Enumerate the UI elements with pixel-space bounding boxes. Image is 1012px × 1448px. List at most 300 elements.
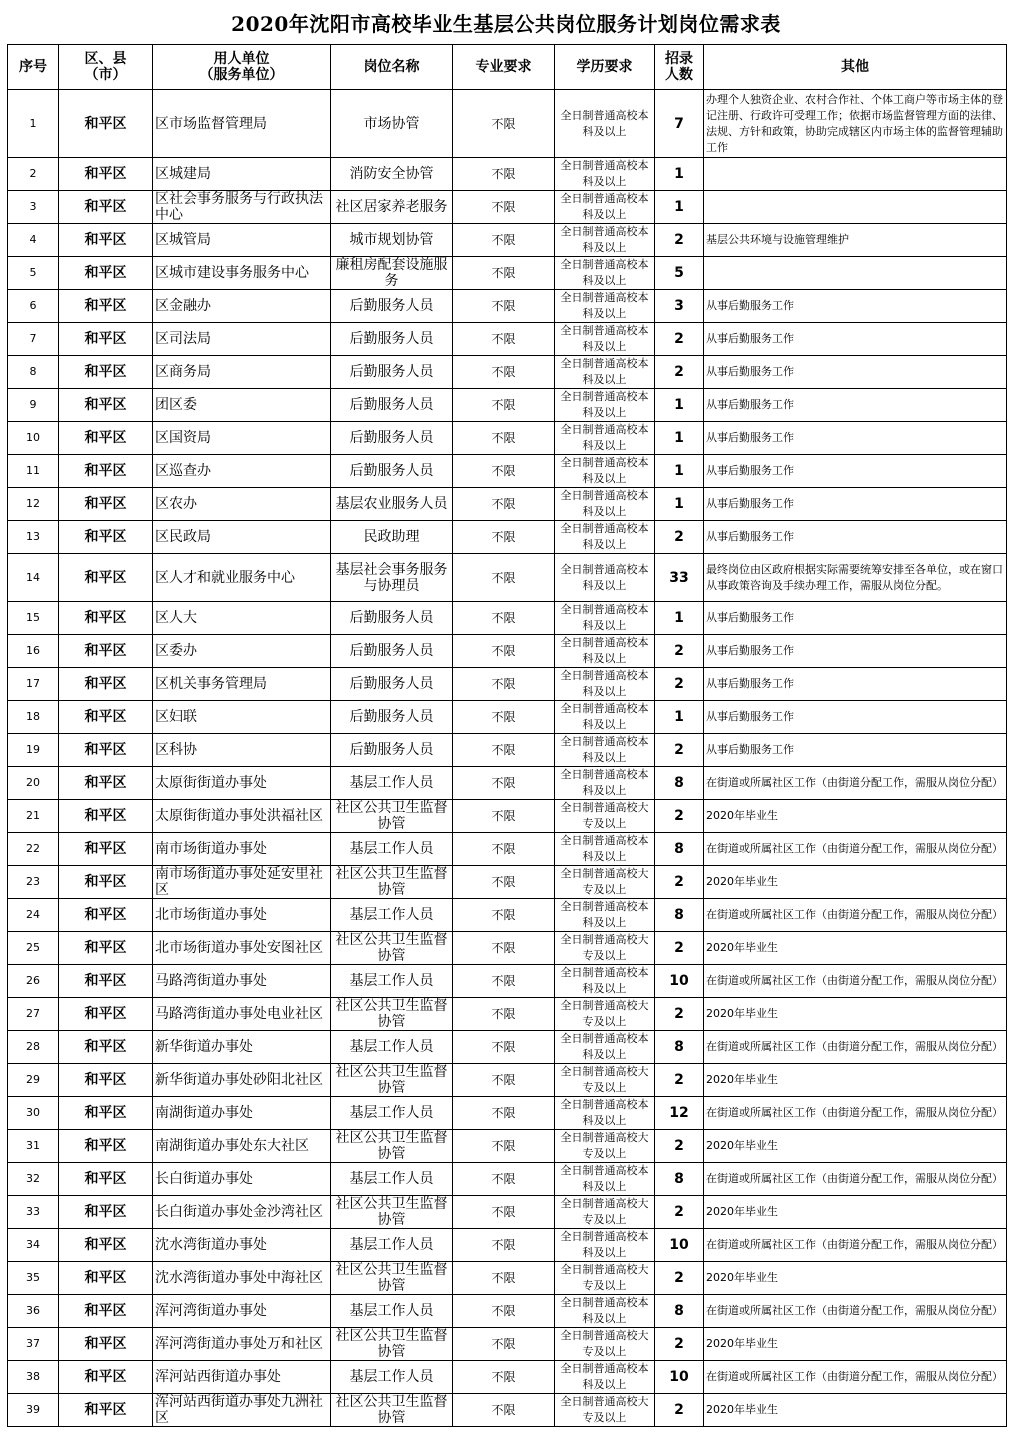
cell-district: 和平区 [59,1163,153,1196]
table-row [8,668,1007,701]
cell-major: 不限 [453,965,555,998]
cell-idx: 23 [8,866,59,899]
cell-count: 10 [655,1361,704,1394]
cell-district: 和平区 [59,554,153,602]
cell-other [704,158,1007,191]
cell-major: 不限 [453,998,555,1031]
cell-major: 不限 [453,899,555,932]
cell-idx: 16 [8,635,59,668]
cell-other: 从事后勤服务工作 [704,323,1007,356]
cell-major: 不限 [453,1361,555,1394]
cell-education: 全日制普通高校本科及以上 [555,1229,655,1262]
cell-major: 不限 [453,290,555,323]
cell-idx: 29 [8,1064,59,1097]
table-row [8,1031,1007,1064]
cell-other: 在街道或所属社区工作（由街道分配工作，需服从岗位分配） [704,1031,1007,1064]
table-row [8,1196,1007,1229]
cell-position: 基层工作人员 [331,1163,453,1196]
table-row [8,224,1007,257]
cell-other: 在街道或所属社区工作（由街道分配工作，需服从岗位分配） [704,1097,1007,1130]
cell-position: 后勤服务人员 [331,389,453,422]
cell-major: 不限 [453,701,555,734]
cell-unit: 北市场街道办事处 [153,899,331,932]
cell-count: 10 [655,1229,704,1262]
cell-idx: 15 [8,602,59,635]
cell-idx: 14 [8,554,59,602]
cell-position: 社区公共卫生监督协管 [331,1196,453,1229]
cell-idx: 4 [8,224,59,257]
table-row [8,1097,1007,1130]
cell-idx: 1 [8,90,59,158]
cell-position: 社区公共卫生监督协管 [331,1130,453,1163]
cell-major: 不限 [453,932,555,965]
table-row [8,191,1007,224]
cell-position: 城市规划协管 [331,224,453,257]
table-row [8,455,1007,488]
cell-district: 和平区 [59,1064,153,1097]
cell-unit: 浑河站西街道办事处 [153,1361,331,1394]
cell-district: 和平区 [59,1031,153,1064]
cell-unit: 新华街道办事处砂阳北社区 [153,1064,331,1097]
table-row [8,323,1007,356]
header-unit: 用人单位 （服务单位） [153,45,331,90]
cell-count: 1 [655,455,704,488]
cell-count: 2 [655,1394,704,1427]
cell-unit: 区金融办 [153,290,331,323]
cell-district: 和平区 [59,1229,153,1262]
cell-other: 从事后勤服务工作 [704,734,1007,767]
cell-education: 全日制普通高校大专及以上 [555,1262,655,1295]
cell-district: 和平区 [59,1361,153,1394]
cell-unit: 太原街街道办事处洪福社区 [153,800,331,833]
cell-idx: 12 [8,488,59,521]
table-row [8,554,1007,602]
cell-idx: 34 [8,1229,59,1262]
cell-unit: 区妇联 [153,701,331,734]
cell-idx: 22 [8,833,59,866]
cell-count: 33 [655,554,704,602]
cell-other: 在街道或所属社区工作（由街道分配工作，需服从岗位分配） [704,1163,1007,1196]
header-idx: 序号 [8,45,59,90]
cell-major: 不限 [453,554,555,602]
cell-idx: 11 [8,455,59,488]
table-row [8,290,1007,323]
cell-unit: 马路湾街道办事处电业社区 [153,998,331,1031]
cell-unit: 太原街街道办事处 [153,767,331,800]
cell-position: 后勤服务人员 [331,602,453,635]
cell-count: 8 [655,1295,704,1328]
cell-education: 全日制普通高校本科及以上 [555,734,655,767]
cell-education: 全日制普通高校本科及以上 [555,1163,655,1196]
cell-idx: 27 [8,998,59,1031]
cell-unit: 南湖街道办事处东大社区 [153,1130,331,1163]
cell-unit: 区人大 [153,602,331,635]
cell-idx: 13 [8,521,59,554]
cell-education: 全日制普通高校本科及以上 [555,635,655,668]
cell-district: 和平区 [59,998,153,1031]
table-row [8,932,1007,965]
cell-unit: 区司法局 [153,323,331,356]
cell-education: 全日制普通高校大专及以上 [555,1064,655,1097]
cell-position: 基层工作人员 [331,1229,453,1262]
table-row [8,1163,1007,1196]
cell-major: 不限 [453,521,555,554]
cell-district: 和平区 [59,356,153,389]
cell-count: 1 [655,488,704,521]
cell-unit: 区巡查办 [153,455,331,488]
cell-idx: 37 [8,1328,59,1361]
cell-education: 全日制普通高校本科及以上 [555,90,655,158]
cell-position: 后勤服务人员 [331,422,453,455]
cell-district: 和平区 [59,1328,153,1361]
cell-district: 和平区 [59,1262,153,1295]
cell-idx: 21 [8,800,59,833]
table-row [8,1361,1007,1394]
cell-unit: 区城建局 [153,158,331,191]
header-district: 区、县 （市） [59,45,153,90]
cell-other: 在街道或所属社区工作（由街道分配工作，需服从岗位分配） [704,965,1007,998]
cell-other: 2020年毕业生 [704,1064,1007,1097]
cell-count: 1 [655,701,704,734]
cell-count: 10 [655,965,704,998]
cell-position: 后勤服务人员 [331,734,453,767]
cell-idx: 20 [8,767,59,800]
cell-other: 在街道或所属社区工作（由街道分配工作，需服从岗位分配） [704,833,1007,866]
cell-position: 基层工作人员 [331,965,453,998]
cell-major: 不限 [453,1130,555,1163]
cell-unit: 区城管局 [153,224,331,257]
cell-count: 2 [655,356,704,389]
cell-district: 和平区 [59,1196,153,1229]
table-row [8,521,1007,554]
cell-education: 全日制普通高校本科及以上 [555,191,655,224]
cell-major: 不限 [453,422,555,455]
cell-major: 不限 [453,191,555,224]
cell-count: 2 [655,1196,704,1229]
cell-other: 从事后勤服务工作 [704,602,1007,635]
cell-count: 2 [655,521,704,554]
cell-other [704,257,1007,290]
cell-idx: 25 [8,932,59,965]
header-position: 岗位名称 [331,45,453,90]
cell-major: 不限 [453,389,555,422]
cell-position: 后勤服务人员 [331,701,453,734]
cell-education: 全日制普通高校大专及以上 [555,800,655,833]
cell-district: 和平区 [59,90,153,158]
cell-unit: 团区委 [153,389,331,422]
cell-other: 最终岗位由区政府根据实际需要统筹安排至各单位，或在窗口从事政策咨询及手续办理工作，需服从岗位分配。 [704,554,1007,602]
cell-unit: 北市场街道办事处安图社区 [153,932,331,965]
cell-major: 不限 [453,90,555,158]
cell-education: 全日制普通高校本科及以上 [555,521,655,554]
cell-major: 不限 [453,1196,555,1229]
table-row [8,1328,1007,1361]
cell-other: 从事后勤服务工作 [704,455,1007,488]
cell-other: 在街道或所属社区工作（由街道分配工作，需服从岗位分配） [704,1361,1007,1394]
table-row [8,1394,1007,1427]
cell-position: 基层工作人员 [331,1097,453,1130]
cell-unit: 南市场街道办事处 [153,833,331,866]
table-row [8,1229,1007,1262]
cell-education: 全日制普通高校本科及以上 [555,323,655,356]
cell-idx: 2 [8,158,59,191]
cell-education: 全日制普通高校本科及以上 [555,422,655,455]
cell-unit: 区农办 [153,488,331,521]
cell-count: 1 [655,602,704,635]
cell-position: 基层农业服务人员 [331,488,453,521]
cell-district: 和平区 [59,1130,153,1163]
cell-district: 和平区 [59,323,153,356]
cell-position: 社区公共卫生监督协管 [331,866,453,899]
table-row [8,389,1007,422]
table-row [8,899,1007,932]
cell-position: 基层工作人员 [331,899,453,932]
cell-district: 和平区 [59,389,153,422]
cell-education: 全日制普通高校本科及以上 [555,158,655,191]
cell-education: 全日制普通高校本科及以上 [555,488,655,521]
cell-major: 不限 [453,1163,555,1196]
cell-unit: 南湖街道办事处 [153,1097,331,1130]
cell-major: 不限 [453,455,555,488]
cell-unit: 区人才和就业服务中心 [153,554,331,602]
cell-position: 廉租房配套设施服务 [331,257,453,290]
cell-other: 基层公共环境与设施管理维护 [704,224,1007,257]
cell-district: 和平区 [59,899,153,932]
cell-idx: 19 [8,734,59,767]
table-row [8,734,1007,767]
cell-unit: 浑河站西街道办事处九洲社区 [153,1394,331,1427]
cell-major: 不限 [453,767,555,800]
cell-idx: 5 [8,257,59,290]
cell-major: 不限 [453,323,555,356]
cell-education: 全日制普通高校本科及以上 [555,1031,655,1064]
cell-education: 全日制普通高校大专及以上 [555,1196,655,1229]
cell-other: 从事后勤服务工作 [704,290,1007,323]
cell-education: 全日制普通高校大专及以上 [555,866,655,899]
cell-idx: 36 [8,1295,59,1328]
table-row [8,635,1007,668]
cell-other: 2020年毕业生 [704,1262,1007,1295]
table-row [8,800,1007,833]
cell-education: 全日制普通高校本科及以上 [555,965,655,998]
cell-major: 不限 [453,224,555,257]
cell-unit: 区市场监督管理局 [153,90,331,158]
cell-unit: 长白街道办事处金沙湾社区 [153,1196,331,1229]
cell-education: 全日制普通高校本科及以上 [555,899,655,932]
cell-other: 2020年毕业生 [704,1328,1007,1361]
cell-education: 全日制普通高校本科及以上 [555,290,655,323]
cell-major: 不限 [453,1328,555,1361]
cell-idx: 18 [8,701,59,734]
cell-position: 消防安全协管 [331,158,453,191]
cell-district: 和平区 [59,866,153,899]
cell-education: 全日制普通高校本科及以上 [555,602,655,635]
cell-idx: 10 [8,422,59,455]
cell-other: 2020年毕业生 [704,866,1007,899]
cell-unit: 区民政局 [153,521,331,554]
cell-idx: 7 [8,323,59,356]
table-row [8,158,1007,191]
cell-idx: 28 [8,1031,59,1064]
cell-education: 全日制普通高校本科及以上 [555,257,655,290]
cell-idx: 39 [8,1394,59,1427]
cell-idx: 26 [8,965,59,998]
cell-other: 从事后勤服务工作 [704,701,1007,734]
table-row [8,701,1007,734]
cell-position: 后勤服务人员 [331,668,453,701]
cell-other: 2020年毕业生 [704,932,1007,965]
cell-district: 和平区 [59,734,153,767]
cell-district: 和平区 [59,965,153,998]
table-row [8,1262,1007,1295]
cell-district: 和平区 [59,257,153,290]
cell-count: 8 [655,1031,704,1064]
cell-unit: 浑河湾街道办事处 [153,1295,331,1328]
cell-idx: 33 [8,1196,59,1229]
cell-district: 和平区 [59,800,153,833]
cell-district: 和平区 [59,1394,153,1427]
cell-idx: 35 [8,1262,59,1295]
cell-major: 不限 [453,602,555,635]
table-row [8,1295,1007,1328]
cell-count: 8 [655,767,704,800]
cell-count: 2 [655,323,704,356]
cell-major: 不限 [453,635,555,668]
table-row [8,1130,1007,1163]
cell-major: 不限 [453,833,555,866]
cell-other: 2020年毕业生 [704,1196,1007,1229]
cell-unit: 区商务局 [153,356,331,389]
cell-count: 1 [655,422,704,455]
header-major: 专业要求 [453,45,555,90]
cell-education: 全日制普通高校大专及以上 [555,1394,655,1427]
cell-education: 全日制普通高校本科及以上 [555,224,655,257]
cell-education: 全日制普通高校大专及以上 [555,1328,655,1361]
cell-idx: 30 [8,1097,59,1130]
cell-other: 在街道或所属社区工作（由街道分配工作，需服从岗位分配） [704,899,1007,932]
cell-major: 不限 [453,866,555,899]
cell-unit: 区科协 [153,734,331,767]
cell-position: 社区公共卫生监督协管 [331,998,453,1031]
page-title: 2020年沈阳市高校毕业生基层公共岗位服务计划岗位需求表 [231,12,781,36]
cell-position: 社区公共卫生监督协管 [331,932,453,965]
cell-idx: 17 [8,668,59,701]
cell-major: 不限 [453,488,555,521]
cell-education: 全日制普通高校本科及以上 [555,833,655,866]
cell-district: 和平区 [59,290,153,323]
table-row [8,356,1007,389]
cell-major: 不限 [453,1031,555,1064]
cell-position: 社区公共卫生监督协管 [331,1064,453,1097]
cell-other: 从事后勤服务工作 [704,356,1007,389]
cell-count: 5 [655,257,704,290]
cell-idx: 24 [8,899,59,932]
cell-district: 和平区 [59,701,153,734]
cell-education: 全日制普通高校本科及以上 [555,1361,655,1394]
cell-other [704,191,1007,224]
cell-count: 2 [655,932,704,965]
cell-position: 基层工作人员 [331,1361,453,1394]
cell-other: 从事后勤服务工作 [704,389,1007,422]
cell-major: 不限 [453,1295,555,1328]
cell-idx: 6 [8,290,59,323]
cell-position: 后勤服务人员 [331,455,453,488]
cell-unit: 浑河湾街道办事处万和社区 [153,1328,331,1361]
cell-position: 后勤服务人员 [331,356,453,389]
cell-district: 和平区 [59,224,153,257]
cell-other: 从事后勤服务工作 [704,488,1007,521]
cell-count: 8 [655,899,704,932]
cell-position: 社区公共卫生监督协管 [331,1328,453,1361]
cell-other: 从事后勤服务工作 [704,635,1007,668]
cell-position: 后勤服务人员 [331,290,453,323]
cell-district: 和平区 [59,488,153,521]
cell-position: 后勤服务人员 [331,635,453,668]
cell-district: 和平区 [59,602,153,635]
cell-district: 和平区 [59,422,153,455]
cell-other: 2020年毕业生 [704,998,1007,1031]
table-row [8,1064,1007,1097]
cell-other: 2020年毕业生 [704,800,1007,833]
cell-major: 不限 [453,1097,555,1130]
cell-position: 社区居家养老服务 [331,191,453,224]
cell-position: 基层社会事务服务与协理员 [331,554,453,602]
cell-district: 和平区 [59,833,153,866]
cell-count: 7 [655,90,704,158]
cell-district: 和平区 [59,668,153,701]
cell-education: 全日制普通高校大专及以上 [555,998,655,1031]
cell-other: 在街道或所属社区工作（由街道分配工作，需服从岗位分配） [704,1295,1007,1328]
cell-major: 不限 [453,1064,555,1097]
cell-other: 2020年毕业生 [704,1394,1007,1427]
cell-district: 和平区 [59,767,153,800]
cell-idx: 31 [8,1130,59,1163]
table-row [8,866,1007,899]
cell-unit: 长白街道办事处 [153,1163,331,1196]
cell-district: 和平区 [59,158,153,191]
cell-district: 和平区 [59,635,153,668]
cell-count: 2 [655,668,704,701]
cell-major: 不限 [453,356,555,389]
cell-count: 1 [655,389,704,422]
cell-count: 2 [655,800,704,833]
table-row [8,998,1007,1031]
table-row [8,965,1007,998]
cell-education: 全日制普通高校大专及以上 [555,932,655,965]
cell-position: 社区公共卫生监督协管 [331,1262,453,1295]
cell-other: 办理个人独资企业、农村合作社、个体工商户等市场主体的登记注册、行政许可受理工作；依据市场监督管理方面的法律、法规、方针和政策，协助完成辖区内市场主体的监督管理辅助工作 [704,90,1007,158]
table-row [8,257,1007,290]
table-row [8,422,1007,455]
cell-idx: 38 [8,1361,59,1394]
table-row [8,833,1007,866]
cell-education: 全日制普通高校本科及以上 [555,455,655,488]
cell-count: 2 [655,998,704,1031]
cell-education: 全日制普通高校本科及以上 [555,668,655,701]
header-education: 学历要求 [555,45,655,90]
cell-unit: 沈水湾街道办事处 [153,1229,331,1262]
cell-unit: 区城市建设事务服务中心 [153,257,331,290]
cell-district: 和平区 [59,932,153,965]
cell-count: 12 [655,1097,704,1130]
cell-idx: 32 [8,1163,59,1196]
table-row [8,90,1007,158]
cell-count: 3 [655,290,704,323]
cell-idx: 3 [8,191,59,224]
cell-major: 不限 [453,1262,555,1295]
cell-position: 基层工作人员 [331,1031,453,1064]
cell-position: 社区公共卫生监督协管 [331,1394,453,1427]
